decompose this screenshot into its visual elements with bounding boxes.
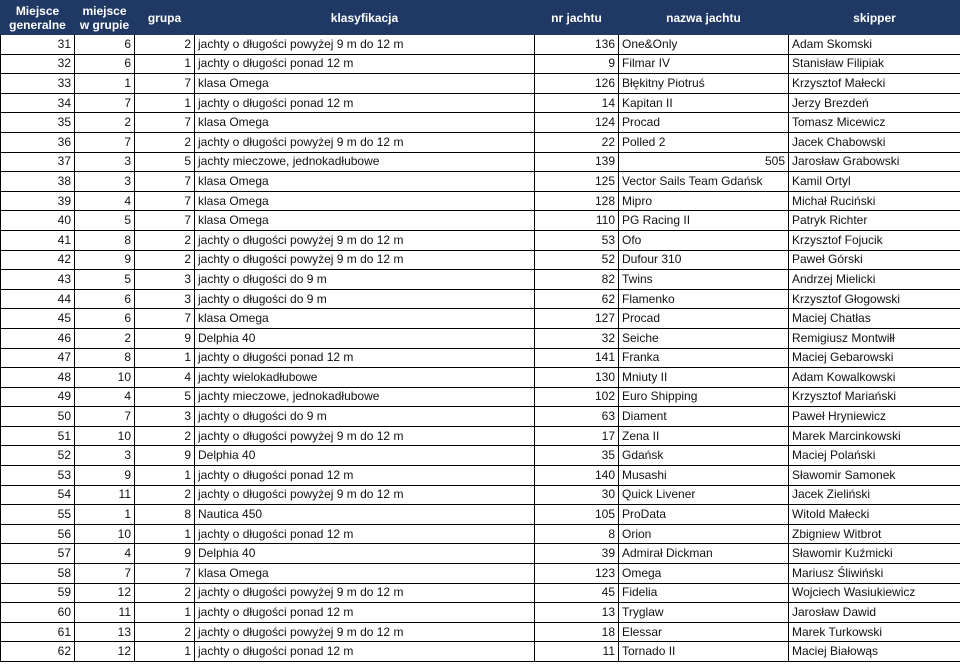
cell-miejsce-w-grupie[interactable]: 7	[75, 93, 135, 113]
cell-nazwa-jachtu[interactable]: Euro Shipping	[619, 387, 789, 407]
cell-nazwa-jachtu[interactable]: Fidelia	[619, 583, 789, 603]
cell-nr-jachtu[interactable]: 17	[535, 426, 619, 446]
cell-skipper[interactable]: Adam Skomski	[789, 35, 960, 55]
cell-skipper[interactable]: Maciej Polański	[789, 446, 960, 466]
cell-klasyfikacja[interactable]: klasa Omega	[195, 113, 535, 133]
header-grupa[interactable]: grupa	[135, 1, 195, 35]
cell-grupa[interactable]: 1	[135, 642, 195, 662]
cell-miejsce-generalne[interactable]: 50	[1, 407, 75, 427]
cell-nr-jachtu[interactable]: 63	[535, 407, 619, 427]
cell-nazwa-jachtu[interactable]: One&Only	[619, 35, 789, 55]
cell-grupa[interactable]: 3	[135, 270, 195, 290]
cell-nr-jachtu[interactable]: 52	[535, 250, 619, 270]
cell-miejsce-w-grupie[interactable]: 5	[75, 211, 135, 231]
cell-miejsce-generalne[interactable]: 31	[1, 35, 75, 55]
cell-miejsce-generalne[interactable]: 35	[1, 113, 75, 133]
cell-klasyfikacja[interactable]: klasa Omega	[195, 309, 535, 329]
cell-nr-jachtu[interactable]: 128	[535, 191, 619, 211]
table-row[interactable]	[1, 446, 960, 466]
cell-nazwa-jachtu[interactable]: Quick Livener	[619, 485, 789, 505]
cell-grupa[interactable]: 3	[135, 407, 195, 427]
cell-grupa[interactable]: 2	[135, 35, 195, 55]
cell-skipper[interactable]: Sławomir Samonek	[789, 466, 960, 486]
cell-miejsce-generalne[interactable]: 36	[1, 132, 75, 152]
cell-miejsce-w-grupie[interactable]: 7	[75, 132, 135, 152]
table-row[interactable]	[1, 505, 960, 525]
cell-grupa[interactable]: 1	[135, 466, 195, 486]
cell-miejsce-w-grupie[interactable]: 8	[75, 230, 135, 250]
table-row[interactable]	[1, 172, 960, 192]
cell-nr-jachtu[interactable]: 53	[535, 230, 619, 250]
header-miejsce-w-grupie[interactable]: miejsce w grupie	[75, 1, 135, 35]
cell-miejsce-generalne[interactable]: 47	[1, 348, 75, 368]
cell-miejsce-w-grupie[interactable]: 9	[75, 466, 135, 486]
cell-skipper[interactable]: Krzysztof Fojucik	[789, 230, 960, 250]
cell-grupa[interactable]: 9	[135, 544, 195, 564]
cell-miejsce-generalne[interactable]: 53	[1, 466, 75, 486]
header-nazwa-jachtu[interactable]: nazwa jachtu	[619, 1, 789, 35]
cell-grupa[interactable]: 3	[135, 289, 195, 309]
cell-nr-jachtu[interactable]: 126	[535, 74, 619, 94]
cell-skipper[interactable]: Jacek Chabowski	[789, 132, 960, 152]
cell-klasyfikacja[interactable]: jachty o długości ponad 12 m	[195, 348, 535, 368]
cell-nr-jachtu[interactable]: 123	[535, 564, 619, 584]
cell-grupa[interactable]: 1	[135, 524, 195, 544]
cell-miejsce-generalne[interactable]: 44	[1, 289, 75, 309]
table-row[interactable]	[1, 642, 960, 662]
cell-nazwa-jachtu[interactable]: Twins	[619, 270, 789, 290]
cell-grupa[interactable]: 2	[135, 132, 195, 152]
cell-grupa[interactable]: 1	[135, 54, 195, 74]
cell-skipper[interactable]: Tomasz Micewicz	[789, 113, 960, 133]
header-skipper[interactable]: skipper	[789, 1, 960, 35]
cell-nazwa-jachtu[interactable]: Ofo	[619, 230, 789, 250]
cell-miejsce-w-grupie[interactable]: 12	[75, 642, 135, 662]
table-row[interactable]	[1, 348, 960, 368]
table-row[interactable]	[1, 368, 960, 388]
cell-klasyfikacja[interactable]: jachty o długości ponad 12 m	[195, 466, 535, 486]
cell-miejsce-w-grupie[interactable]: 4	[75, 387, 135, 407]
cell-grupa[interactable]: 2	[135, 250, 195, 270]
cell-nazwa-jachtu[interactable]: Błękitny Piotruś	[619, 74, 789, 94]
table-row[interactable]	[1, 152, 960, 172]
table-row[interactable]	[1, 54, 960, 74]
table-row[interactable]	[1, 544, 960, 564]
cell-klasyfikacja[interactable]: jachty o długości ponad 12 m	[195, 93, 535, 113]
cell-skipper[interactable]: Jarosław Grabowski	[789, 152, 960, 172]
cell-nazwa-jachtu[interactable]: Polled 2	[619, 132, 789, 152]
table-row[interactable]	[1, 426, 960, 446]
cell-nazwa-jachtu[interactable]: Zena II	[619, 426, 789, 446]
cell-nazwa-jachtu[interactable]: Tornado II	[619, 642, 789, 662]
cell-nazwa-jachtu[interactable]: 505	[619, 152, 789, 172]
cell-grupa[interactable]: 2	[135, 622, 195, 642]
table-row[interactable]	[1, 407, 960, 427]
table-row[interactable]	[1, 132, 960, 152]
cell-grupa[interactable]: 9	[135, 328, 195, 348]
cell-miejsce-w-grupie[interactable]: 6	[75, 35, 135, 55]
cell-skipper[interactable]: Marek Marcinkowski	[789, 426, 960, 446]
cell-nazwa-jachtu[interactable]: Filmar IV	[619, 54, 789, 74]
cell-klasyfikacja[interactable]: jachty o długości powyżej 9 m do 12 m	[195, 583, 535, 603]
cell-skipper[interactable]: Sławomir Kuźmicki	[789, 544, 960, 564]
cell-nazwa-jachtu[interactable]: Musashi	[619, 466, 789, 486]
cell-nr-jachtu[interactable]: 141	[535, 348, 619, 368]
cell-miejsce-w-grupie[interactable]: 10	[75, 426, 135, 446]
table-row[interactable]	[1, 524, 960, 544]
cell-klasyfikacja[interactable]: jachty o długości powyżej 9 m do 12 m	[195, 230, 535, 250]
cell-miejsce-w-grupie[interactable]: 1	[75, 74, 135, 94]
cell-nazwa-jachtu[interactable]: Dufour 310	[619, 250, 789, 270]
cell-nr-jachtu[interactable]: 140	[535, 466, 619, 486]
cell-klasyfikacja[interactable]: jachty o długości powyżej 9 m do 12 m	[195, 35, 535, 55]
cell-nr-jachtu[interactable]: 18	[535, 622, 619, 642]
cell-nazwa-jachtu[interactable]: Procad	[619, 113, 789, 133]
cell-miejsce-w-grupie[interactable]: 4	[75, 544, 135, 564]
cell-skipper[interactable]: Stanisław Filipiak	[789, 54, 960, 74]
cell-skipper[interactable]: Krzysztof Mariański	[789, 387, 960, 407]
cell-miejsce-generalne[interactable]: 46	[1, 328, 75, 348]
cell-miejsce-generalne[interactable]: 45	[1, 309, 75, 329]
cell-miejsce-generalne[interactable]: 34	[1, 93, 75, 113]
cell-miejsce-w-grupie[interactable]: 2	[75, 113, 135, 133]
table-row[interactable]	[1, 191, 960, 211]
cell-klasyfikacja[interactable]: jachty o długości powyżej 9 m do 12 m	[195, 485, 535, 505]
cell-miejsce-generalne[interactable]: 39	[1, 191, 75, 211]
cell-skipper[interactable]: Michał Ruciński	[789, 191, 960, 211]
cell-miejsce-w-grupie[interactable]: 3	[75, 152, 135, 172]
cell-grupa[interactable]: 2	[135, 485, 195, 505]
table-row[interactable]	[1, 289, 960, 309]
cell-klasyfikacja[interactable]: jachty o długości do 9 m	[195, 270, 535, 290]
cell-nr-jachtu[interactable]: 130	[535, 368, 619, 388]
cell-grupa[interactable]: 7	[135, 74, 195, 94]
cell-skipper[interactable]: Paweł Górski	[789, 250, 960, 270]
cell-miejsce-w-grupie[interactable]: 10	[75, 368, 135, 388]
cell-miejsce-w-grupie[interactable]: 11	[75, 485, 135, 505]
cell-klasyfikacja[interactable]: jachty o długości do 9 m	[195, 289, 535, 309]
cell-nazwa-jachtu[interactable]: Admirał Dickman	[619, 544, 789, 564]
cell-klasyfikacja[interactable]: jachty wielokadłubowe	[195, 368, 535, 388]
cell-miejsce-w-grupie[interactable]: 13	[75, 622, 135, 642]
cell-nazwa-jachtu[interactable]: Mniuty II	[619, 368, 789, 388]
cell-grupa[interactable]: 8	[135, 505, 195, 525]
cell-miejsce-w-grupie[interactable]: 9	[75, 250, 135, 270]
cell-miejsce-w-grupie[interactable]: 6	[75, 289, 135, 309]
cell-miejsce-w-grupie[interactable]: 11	[75, 603, 135, 623]
cell-nazwa-jachtu[interactable]: PG Racing II	[619, 211, 789, 231]
cell-miejsce-generalne[interactable]: 59	[1, 583, 75, 603]
cell-nazwa-jachtu[interactable]: Flamenko	[619, 289, 789, 309]
cell-nr-jachtu[interactable]: 139	[535, 152, 619, 172]
cell-grupa[interactable]: 4	[135, 368, 195, 388]
cell-nazwa-jachtu[interactable]: Seiche	[619, 328, 789, 348]
cell-nr-jachtu[interactable]: 102	[535, 387, 619, 407]
cell-nr-jachtu[interactable]: 14	[535, 93, 619, 113]
table-row[interactable]	[1, 74, 960, 94]
cell-klasyfikacja[interactable]: Delphia 40	[195, 446, 535, 466]
cell-miejsce-generalne[interactable]: 52	[1, 446, 75, 466]
cell-miejsce-w-grupie[interactable]: 2	[75, 328, 135, 348]
cell-skipper[interactable]: Witold Małecki	[789, 505, 960, 525]
header-miejsce-generalne[interactable]: Miejsce generalne	[1, 1, 75, 35]
cell-grupa[interactable]: 2	[135, 426, 195, 446]
cell-nazwa-jachtu[interactable]: Diament	[619, 407, 789, 427]
cell-skipper[interactable]: Adam Kowalkowski	[789, 368, 960, 388]
cell-nazwa-jachtu[interactable]: Orion	[619, 524, 789, 544]
cell-nr-jachtu[interactable]: 105	[535, 505, 619, 525]
cell-skipper[interactable]: Jacek Zieliński	[789, 485, 960, 505]
table-row[interactable]	[1, 564, 960, 584]
cell-miejsce-w-grupie[interactable]: 5	[75, 270, 135, 290]
cell-nr-jachtu[interactable]: 8	[535, 524, 619, 544]
cell-miejsce-generalne[interactable]: 62	[1, 642, 75, 662]
cell-nr-jachtu[interactable]: 125	[535, 172, 619, 192]
cell-skipper[interactable]: Paweł Hryniewicz	[789, 407, 960, 427]
cell-nr-jachtu[interactable]: 136	[535, 35, 619, 55]
cell-miejsce-generalne[interactable]: 32	[1, 54, 75, 74]
cell-nr-jachtu[interactable]: 127	[535, 309, 619, 329]
cell-klasyfikacja[interactable]: klasa Omega	[195, 172, 535, 192]
cell-grupa[interactable]: 7	[135, 211, 195, 231]
table-row[interactable]	[1, 309, 960, 329]
table-row[interactable]	[1, 35, 960, 55]
table-row[interactable]	[1, 603, 960, 623]
cell-klasyfikacja[interactable]: jachty mieczowe, jednokadłubowe	[195, 387, 535, 407]
table-row[interactable]	[1, 485, 960, 505]
cell-miejsce-generalne[interactable]: 57	[1, 544, 75, 564]
cell-skipper[interactable]: Maciej Białowąs	[789, 642, 960, 662]
cell-skipper[interactable]: Jarosław Dawid	[789, 603, 960, 623]
cell-nazwa-jachtu[interactable]: Procad	[619, 309, 789, 329]
cell-grupa[interactable]: 7	[135, 309, 195, 329]
cell-nr-jachtu[interactable]: 124	[535, 113, 619, 133]
cell-nazwa-jachtu[interactable]: Elessar	[619, 622, 789, 642]
cell-miejsce-w-grupie[interactable]: 7	[75, 564, 135, 584]
cell-skipper[interactable]: Kamil Ortyl	[789, 172, 960, 192]
cell-klasyfikacja[interactable]: Delphia 40	[195, 328, 535, 348]
cell-skipper[interactable]: Marek Turkowski	[789, 622, 960, 642]
cell-miejsce-generalne[interactable]: 33	[1, 74, 75, 94]
table-row[interactable]	[1, 211, 960, 231]
cell-nr-jachtu[interactable]: 32	[535, 328, 619, 348]
cell-miejsce-w-grupie[interactable]: 8	[75, 348, 135, 368]
cell-miejsce-w-grupie[interactable]: 10	[75, 524, 135, 544]
cell-grupa[interactable]: 9	[135, 446, 195, 466]
cell-miejsce-w-grupie[interactable]: 12	[75, 583, 135, 603]
cell-skipper[interactable]: Krzysztof Głogowski	[789, 289, 960, 309]
header-klasyfikacja[interactable]: klasyfikacja	[195, 1, 535, 35]
cell-klasyfikacja[interactable]: Nautica 450	[195, 505, 535, 525]
cell-skipper[interactable]: Maciej Chatłas	[789, 309, 960, 329]
cell-klasyfikacja[interactable]: jachty o długości ponad 12 m	[195, 54, 535, 74]
cell-nazwa-jachtu[interactable]: Kapitan II	[619, 93, 789, 113]
cell-klasyfikacja[interactable]: jachty mieczowe, jednokadłubowe	[195, 152, 535, 172]
cell-miejsce-generalne[interactable]: 41	[1, 230, 75, 250]
table-row[interactable]	[1, 93, 960, 113]
table-row[interactable]	[1, 387, 960, 407]
table-row[interactable]	[1, 328, 960, 348]
cell-klasyfikacja[interactable]: jachty o długości powyżej 9 m do 12 m	[195, 250, 535, 270]
cell-miejsce-w-grupie[interactable]: 3	[75, 172, 135, 192]
cell-miejsce-generalne[interactable]: 55	[1, 505, 75, 525]
cell-skipper[interactable]: Zbigniew Witbrot	[789, 524, 960, 544]
cell-miejsce-w-grupie[interactable]: 3	[75, 446, 135, 466]
cell-miejsce-w-grupie[interactable]: 7	[75, 407, 135, 427]
cell-skipper[interactable]: Krzysztof Małecki	[789, 74, 960, 94]
cell-grupa[interactable]: 5	[135, 152, 195, 172]
cell-miejsce-generalne[interactable]: 42	[1, 250, 75, 270]
cell-klasyfikacja[interactable]: klasa Omega	[195, 74, 535, 94]
cell-nazwa-jachtu[interactable]: ProData	[619, 505, 789, 525]
cell-miejsce-generalne[interactable]: 58	[1, 564, 75, 584]
cell-klasyfikacja[interactable]: jachty o długości powyżej 9 m do 12 m	[195, 622, 535, 642]
cell-miejsce-generalne[interactable]: 40	[1, 211, 75, 231]
cell-grupa[interactable]: 1	[135, 348, 195, 368]
cell-klasyfikacja[interactable]: klasa Omega	[195, 564, 535, 584]
cell-nr-jachtu[interactable]: 9	[535, 54, 619, 74]
cell-nr-jachtu[interactable]: 45	[535, 583, 619, 603]
table-body	[1, 35, 960, 662]
cell-klasyfikacja[interactable]: klasa Omega	[195, 211, 535, 231]
cell-nr-jachtu[interactable]: 82	[535, 270, 619, 290]
cell-nr-jachtu[interactable]: 13	[535, 603, 619, 623]
cell-miejsce-w-grupie[interactable]: 6	[75, 54, 135, 74]
cell-nazwa-jachtu[interactable]: Mipro	[619, 191, 789, 211]
cell-klasyfikacja[interactable]: klasa Omega	[195, 191, 535, 211]
cell-miejsce-generalne[interactable]: 61	[1, 622, 75, 642]
cell-nazwa-jachtu[interactable]: Tryglaw	[619, 603, 789, 623]
table-row[interactable]	[1, 230, 960, 250]
cell-nr-jachtu[interactable]: 39	[535, 544, 619, 564]
cell-skipper[interactable]: Wojciech Wasiukiewicz	[789, 583, 960, 603]
cell-miejsce-generalne[interactable]: 56	[1, 524, 75, 544]
cell-nazwa-jachtu[interactable]: Omega	[619, 564, 789, 584]
cell-nr-jachtu[interactable]: 30	[535, 485, 619, 505]
cell-nr-jachtu[interactable]: 62	[535, 289, 619, 309]
cell-miejsce-generalne[interactable]: 48	[1, 368, 75, 388]
cell-miejsce-generalne[interactable]: 51	[1, 426, 75, 446]
cell-nazwa-jachtu[interactable]: Vector Sails Team Gdańsk	[619, 172, 789, 192]
cell-grupa[interactable]: 2	[135, 230, 195, 250]
cell-skipper[interactable]: Jerzy Brezdeń	[789, 93, 960, 113]
table-row[interactable]	[1, 466, 960, 486]
cell-klasyfikacja[interactable]: jachty o długości ponad 12 m	[195, 642, 535, 662]
header-row	[1, 1, 960, 35]
cell-grupa[interactable]: 7	[135, 113, 195, 133]
cell-miejsce-w-grupie[interactable]: 4	[75, 191, 135, 211]
cell-klasyfikacja[interactable]: jachty o długości powyżej 9 m do 12 m	[195, 426, 535, 446]
cell-grupa[interactable]: 7	[135, 191, 195, 211]
cell-grupa[interactable]: 1	[135, 603, 195, 623]
cell-miejsce-generalne[interactable]: 43	[1, 270, 75, 290]
cell-skipper[interactable]: Mariusz Śliwiński	[789, 564, 960, 584]
table-header	[1, 1, 960, 35]
cell-miejsce-generalne[interactable]: 38	[1, 172, 75, 192]
table-row[interactable]	[1, 250, 960, 270]
cell-nr-jachtu[interactable]: 11	[535, 642, 619, 662]
cell-miejsce-generalne[interactable]: 60	[1, 603, 75, 623]
cell-miejsce-generalne[interactable]: 37	[1, 152, 75, 172]
cell-grupa[interactable]: 7	[135, 564, 195, 584]
cell-miejsce-w-grupie[interactable]: 6	[75, 309, 135, 329]
cell-nazwa-jachtu[interactable]: Gdańsk	[619, 446, 789, 466]
cell-klasyfikacja[interactable]: jachty o długości do 9 m	[195, 407, 535, 427]
header-nr-jachtu[interactable]: nr jachtu	[535, 1, 619, 35]
cell-nr-jachtu[interactable]: 110	[535, 211, 619, 231]
cell-nr-jachtu[interactable]: 22	[535, 132, 619, 152]
cell-klasyfikacja[interactable]: jachty o długości ponad 12 m	[195, 603, 535, 623]
cell-skipper[interactable]: Maciej Gebarowski	[789, 348, 960, 368]
cell-grupa[interactable]: 5	[135, 387, 195, 407]
cell-skipper[interactable]: Patryk Richter	[789, 211, 960, 231]
cell-klasyfikacja[interactable]: Delphia 40	[195, 544, 535, 564]
cell-grupa[interactable]: 2	[135, 583, 195, 603]
cell-klasyfikacja[interactable]: jachty o długości ponad 12 m	[195, 524, 535, 544]
cell-skipper[interactable]: Remigiusz Montwiłł	[789, 328, 960, 348]
table-row[interactable]	[1, 583, 960, 603]
cell-nr-jachtu[interactable]: 35	[535, 446, 619, 466]
table-row[interactable]	[1, 113, 960, 133]
cell-skipper[interactable]: Andrzej Mielicki	[789, 270, 960, 290]
table-row[interactable]	[1, 622, 960, 642]
cell-miejsce-generalne[interactable]: 54	[1, 485, 75, 505]
table-row[interactable]	[1, 270, 960, 290]
cell-miejsce-generalne[interactable]: 49	[1, 387, 75, 407]
cell-grupa[interactable]: 1	[135, 93, 195, 113]
cell-nazwa-jachtu[interactable]: Franka	[619, 348, 789, 368]
cell-klasyfikacja[interactable]: jachty o długości powyżej 9 m do 12 m	[195, 132, 535, 152]
cell-miejsce-w-grupie[interactable]: 1	[75, 505, 135, 525]
cell-grupa[interactable]: 7	[135, 172, 195, 192]
